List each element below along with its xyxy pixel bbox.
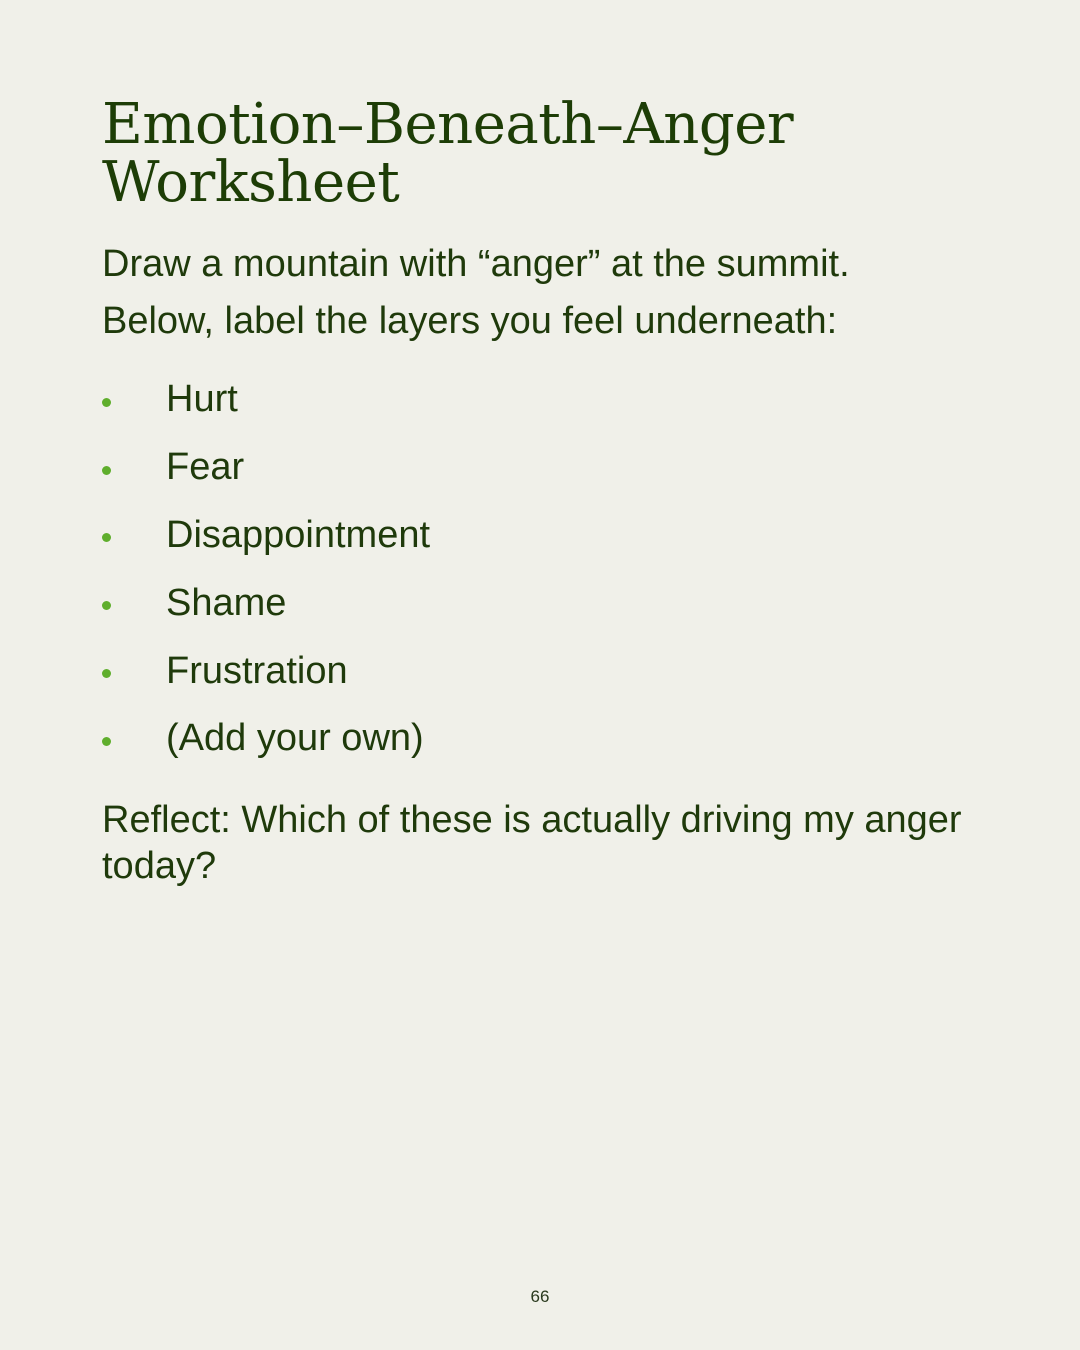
emotion-layer-item [102,434,962,502]
emotion-layer-item [102,366,962,434]
emotion-layer-label: Fear [166,446,245,489]
emotion-layer-label: Frustration [166,649,348,692]
worksheet-page [102,92,962,889]
bullet-icon [102,737,111,746]
bullet-icon [102,669,111,678]
page-number: 66 [530,1287,550,1306]
emotion-layer-item [102,637,962,705]
bullet-icon [102,533,111,542]
emotion-layer-label: Disappointment [166,513,431,556]
worksheet-title: Emotion–Beneath–Anger Worksheet [102,92,794,215]
bullet-icon [102,601,111,610]
emotion-layer-list [102,366,962,773]
reflection-prompt: Reflect: Which of these is actually driving my anger today? [102,798,962,887]
bullet-icon [102,466,111,475]
emotion-layer-item [102,705,962,773]
bullet-icon [102,398,111,407]
emotion-layer-item [102,502,962,570]
emotion-layer-item [102,569,962,637]
emotion-layer-label: Hurt [166,378,238,421]
emotion-layer-label: Shame [166,581,287,624]
worksheet-instructions: Draw a mountain with “anger” at the summit. Below, label the layers you feel underneath: [102,243,850,342]
emotion-layer-label: (Add your own) [166,717,424,760]
